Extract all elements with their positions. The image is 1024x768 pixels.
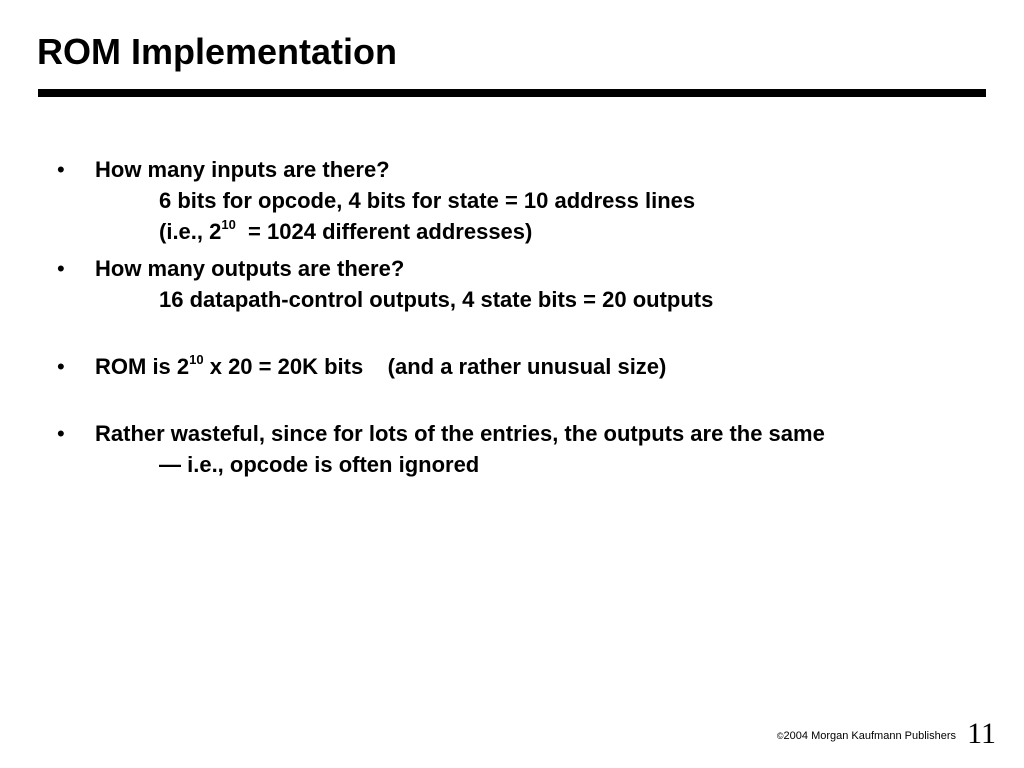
- sub-line-addresses-post: = 1024 different addresses): [235, 219, 533, 244]
- exponent: 10: [189, 351, 204, 367]
- rom-size-post: x 20 = 20K bits (and a rather unusual size): [203, 354, 667, 379]
- copyright-text: 2004 Morgan Kaufmann Publishers: [783, 730, 956, 742]
- page-number: 11: [967, 717, 996, 750]
- bullet-dot-icon: •: [57, 157, 65, 182]
- rom-size-pre: ROM is 2: [95, 354, 190, 379]
- slide-title: ROM Implementation: [37, 31, 398, 72]
- copyright-icon: ©: [776, 731, 784, 741]
- bullet-dot-icon: •: [57, 354, 65, 379]
- exponent: 10: [221, 216, 236, 232]
- copyright-footer: [777, 729, 956, 743]
- bullet-text: [95, 351, 955, 382]
- bullet-dot-icon: •: [57, 421, 65, 446]
- bullet-text: How many inputs are there?: [95, 157, 390, 182]
- sub-line-outputs: 16 datapath-control outputs, 4 state bits = 20 outputs: [159, 287, 714, 312]
- bullet-inputs: [55, 154, 955, 247]
- bullet-list: [55, 154, 955, 480]
- bullet-wasteful: [55, 418, 955, 480]
- bullet-text: Rather wasteful, since for lots of the entries, the outputs are the same: [95, 421, 825, 446]
- bullet-dot-icon: •: [57, 256, 65, 281]
- bullet-text: How many outputs are there?: [95, 256, 405, 281]
- sub-line-opcode-ignored: — i.e., opcode is often ignored: [159, 452, 480, 477]
- bullet-outputs: [55, 253, 955, 315]
- sub-line-addresses-pre: (i.e., 2: [159, 219, 222, 244]
- title-divider: [38, 89, 986, 97]
- sub-line-address-lines: 6 bits for opcode, 4 bits for state = 10 address lines: [159, 188, 696, 213]
- bullet-rom-size: [55, 351, 955, 382]
- sub-line-addresses: [95, 216, 955, 247]
